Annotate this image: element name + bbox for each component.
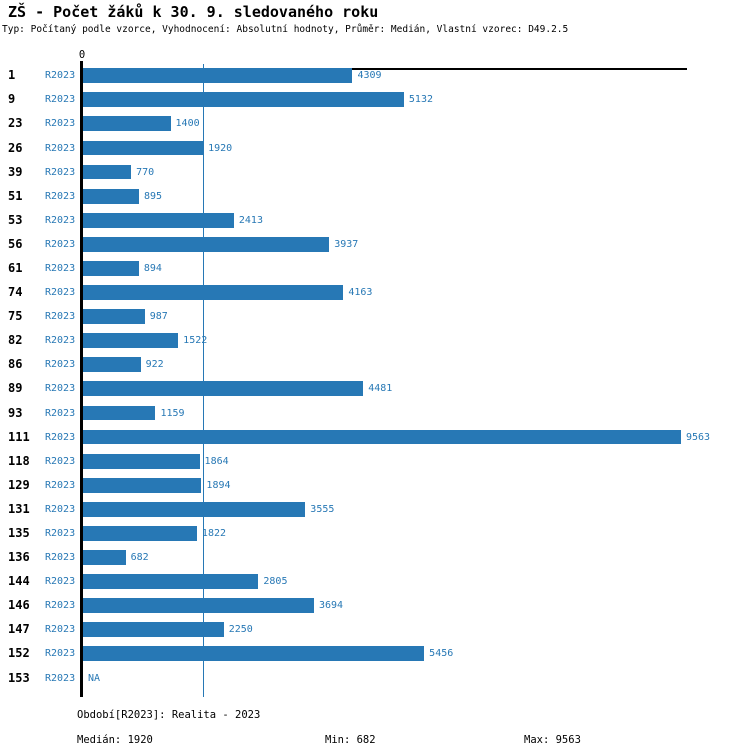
row-series-label: R2023: [45, 600, 76, 612]
row-series-label: R2023: [45, 190, 76, 202]
bar-value-label: 1522: [183, 335, 208, 347]
row-series-label: R2023: [45, 311, 76, 323]
row-category-label: 131: [8, 501, 30, 516]
bar-value-label: 1864: [204, 455, 229, 467]
bar: [83, 454, 200, 469]
row-series-label: R2023: [45, 383, 76, 395]
row-category-label: 39: [8, 164, 23, 179]
bar-value-label: 922: [145, 359, 164, 371]
row-category-label: 26: [8, 140, 23, 155]
row-category-label: 53: [8, 212, 23, 227]
row-series-label: R2023: [45, 576, 76, 588]
row-category-label: 82: [8, 333, 23, 348]
bar-value-label: 2250: [228, 624, 253, 636]
bar-value-label: 5456: [429, 648, 454, 660]
legend-period: Období[R2023]: Realita - 2023: [77, 709, 261, 721]
row-category-label: 144: [8, 574, 30, 589]
bar-value-label: 4163: [348, 287, 373, 299]
bar: [83, 574, 258, 589]
row-category-label: 152: [8, 646, 30, 661]
bar: [83, 333, 178, 348]
x-axis-zero-tick-label: 0: [78, 49, 86, 61]
chart-subtitle: Typ: Počítaný podle vzorce, Vyhodnocení: Absolutní hodnoty, Průměr: Medián, Vlastní vzorec: D49.2.5: [2, 24, 569, 35]
bar-value-label: 4309: [357, 70, 382, 82]
bar: [83, 68, 352, 83]
row-series-label: R2023: [45, 359, 76, 371]
row-series-label: R2023: [45, 214, 76, 226]
bar-value-label: 1894: [206, 479, 231, 491]
bar-value-label: 1400: [175, 118, 200, 130]
bar: [83, 92, 404, 107]
bar: [83, 598, 314, 613]
bar: [83, 646, 424, 661]
bar: [83, 165, 131, 180]
row-category-label: 118: [8, 453, 30, 468]
row-category-label: 51: [8, 188, 23, 203]
row-series-label: R2023: [45, 238, 76, 250]
row-series-label: R2023: [45, 166, 76, 178]
row-series-label: R2023: [45, 407, 76, 419]
bar: [83, 526, 197, 541]
row-series-label: R2023: [45, 70, 76, 82]
row-category-label: 147: [8, 622, 30, 637]
bar: [83, 213, 234, 228]
bar-value-label: 2413: [238, 214, 263, 226]
bar: [83, 237, 329, 252]
row-series-label: R2023: [45, 648, 76, 660]
row-category-label: 74: [8, 285, 23, 300]
bar-value-label: 1920: [208, 142, 233, 154]
row-series-label: R2023: [45, 431, 76, 443]
stat-max: Max: 9563: [524, 734, 581, 746]
bar-value-label: NA: [88, 672, 101, 684]
row-category-label: 136: [8, 550, 30, 565]
row-series-label: R2023: [45, 455, 76, 467]
row-category-label: 9: [8, 92, 16, 107]
row-category-label: 153: [8, 670, 30, 685]
row-series-label: R2023: [45, 263, 76, 275]
row-category-label: 75: [8, 309, 23, 324]
bar-value-label: 5132: [408, 94, 433, 106]
row-series-label: R2023: [45, 94, 76, 106]
row-category-label: 23: [8, 116, 23, 131]
bar: [83, 116, 171, 131]
bar-value-label: 3937: [334, 238, 359, 250]
bar: [83, 357, 141, 372]
bar: [83, 309, 145, 324]
row-category-label: 61: [8, 261, 23, 276]
row-series-label: R2023: [45, 503, 76, 515]
row-series-label: R2023: [45, 118, 76, 130]
row-series-label: R2023: [45, 672, 76, 684]
bar: [83, 261, 139, 276]
row-category-label: 1: [8, 68, 16, 83]
chart-title: ZŠ - Počet žáků k 30. 9. sledovaného roku: [8, 3, 379, 21]
bar-value-label: 3555: [310, 503, 335, 515]
bar-value-label: 4481: [368, 383, 393, 395]
bar: [83, 550, 126, 565]
bar: [83, 381, 363, 396]
row-series-label: R2023: [45, 335, 76, 347]
bar-value-label: 894: [143, 263, 162, 275]
bar: [83, 430, 681, 445]
bar-value-label: 987: [149, 311, 168, 323]
row-category-label: 135: [8, 526, 30, 540]
row-series-label: R2023: [45, 142, 76, 154]
bar-value-label: 1159: [160, 407, 185, 419]
bar: [83, 141, 203, 156]
bar-value-label: 682: [130, 552, 149, 564]
row-series-label: R2023: [45, 624, 76, 636]
bar-value-label: 895: [143, 190, 163, 202]
row-series-label: R2023: [45, 287, 76, 299]
bar-value-label: 2805: [263, 576, 288, 588]
bar: [83, 189, 139, 204]
row-series-label: R2023: [45, 552, 76, 564]
bar: [83, 285, 343, 300]
y-axis-line: [80, 61, 83, 697]
row-category-label: 56: [8, 236, 23, 251]
row-category-label: 93: [8, 405, 23, 420]
stat-median: Medián: 1920: [77, 734, 153, 746]
bar-value-label: 9563: [686, 431, 711, 443]
row-category-label: 129: [8, 477, 30, 492]
row-series-label: R2023: [45, 528, 76, 539]
row-category-label: 86: [8, 357, 23, 372]
bar-value-label: 3694: [318, 600, 344, 612]
row-category-label: 89: [8, 381, 23, 396]
bar: [83, 502, 305, 517]
row-category-label: 111: [8, 429, 30, 444]
bar-value-label: 1822: [201, 528, 227, 539]
bar: [83, 478, 201, 493]
row-category-label: 146: [8, 598, 30, 613]
bar: [83, 406, 155, 421]
stat-min: Min: 682: [325, 734, 376, 746]
row-series-label: R2023: [45, 479, 76, 491]
bar-value-label: 770: [136, 166, 155, 178]
bar: [83, 622, 224, 637]
